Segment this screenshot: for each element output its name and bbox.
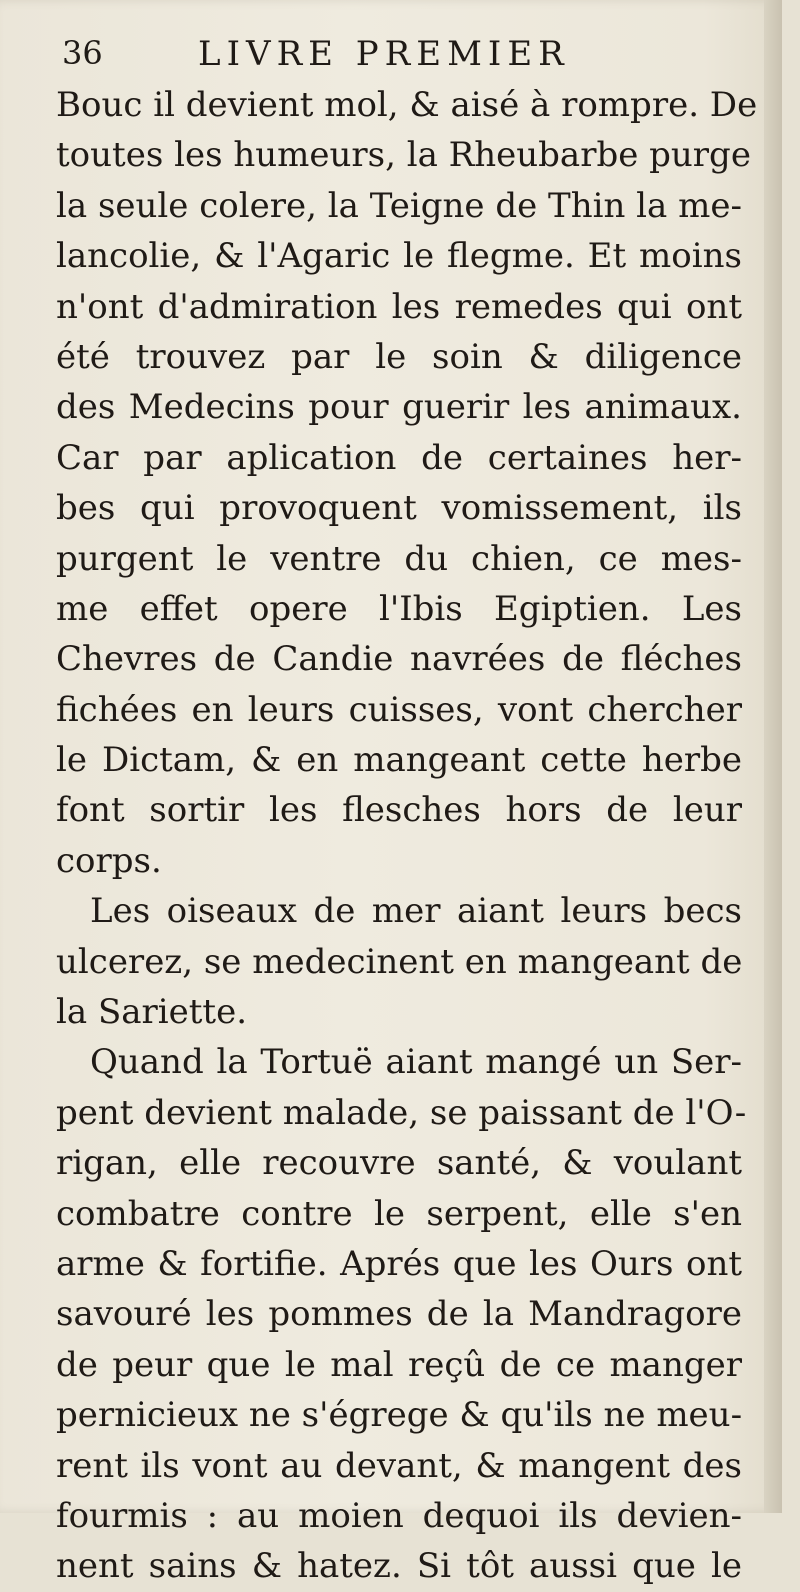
text-line: fichées en leurs cuisses, vont chercher (56, 689, 742, 730)
text-line: pent devient malade, se paissant de l'O- (56, 1092, 747, 1133)
text-line: savouré les pommes de la Mandragore (56, 1294, 742, 1335)
text-line: corps. (56, 840, 162, 881)
text-line: Les oiseaux de mer aiant leurs becs (90, 891, 742, 932)
text-line: arme & fortifie. Aprés que les Ours ont (56, 1243, 742, 1284)
text-line: Quand la Tortuë aiant mangé un Ser- (90, 1042, 742, 1083)
text-line: nent sains & hatez. Si tôt aussi que le (56, 1546, 742, 1587)
text-line: pernicieux ne s'égrege & qu'ils ne meu- (56, 1395, 743, 1436)
text-line: ulcerez, se medecinent en mangeant de (56, 941, 743, 982)
text-line: été trouvez par le soin & diligence (56, 336, 742, 377)
text-line: bes qui provoquent vomissement, ils (56, 488, 742, 529)
text-line: la Sariette. (56, 992, 248, 1033)
text-line: toutes les humeurs, la Rheubarbe purge (56, 135, 751, 176)
text-line: n'ont d'admiration les remedes qui ont (56, 286, 742, 327)
text-line: rigan, elle recouvre santé, & voulant (56, 1143, 742, 1184)
text-line: lancolie, & l'Agaric le flegme. Et moins (56, 236, 742, 277)
text-line: des Medecins pour guerir les animaux. (56, 387, 742, 428)
text-line: le Dictam, & en mangeant cette herbe (56, 740, 742, 781)
text-line: fourmis : au moien dequoi ils devien- (56, 1495, 742, 1536)
page-text (56, 28, 758, 1592)
text-line: la seule colere, la Teigne de Thin la me- (56, 185, 742, 226)
text-line: purgent le ventre du chien, ce mes- (56, 538, 742, 579)
text-line: Car par aplication de certaines her- (56, 437, 742, 478)
text-line: Bouc il devient mol, & aisé à rompre. De (56, 85, 758, 125)
page-header (56, 28, 742, 80)
text-line: me effet opere l'Ibis Egiptien. Les (56, 588, 742, 629)
text-line: de peur que le mal reçû de ce manger (56, 1344, 742, 1385)
text-line: rent ils vont au devant, & mangent des (56, 1445, 742, 1486)
page-number: 36 (62, 34, 103, 72)
page-edge (764, 0, 782, 1513)
running-head: LIVRE PREMIER (198, 34, 570, 74)
text-line: combatre contre le serpent, elle s'en (56, 1193, 742, 1234)
text-line: Chevres de Candie navrées de fléches (56, 639, 742, 680)
text-line: font sortir les flesches hors de leur (56, 790, 742, 831)
